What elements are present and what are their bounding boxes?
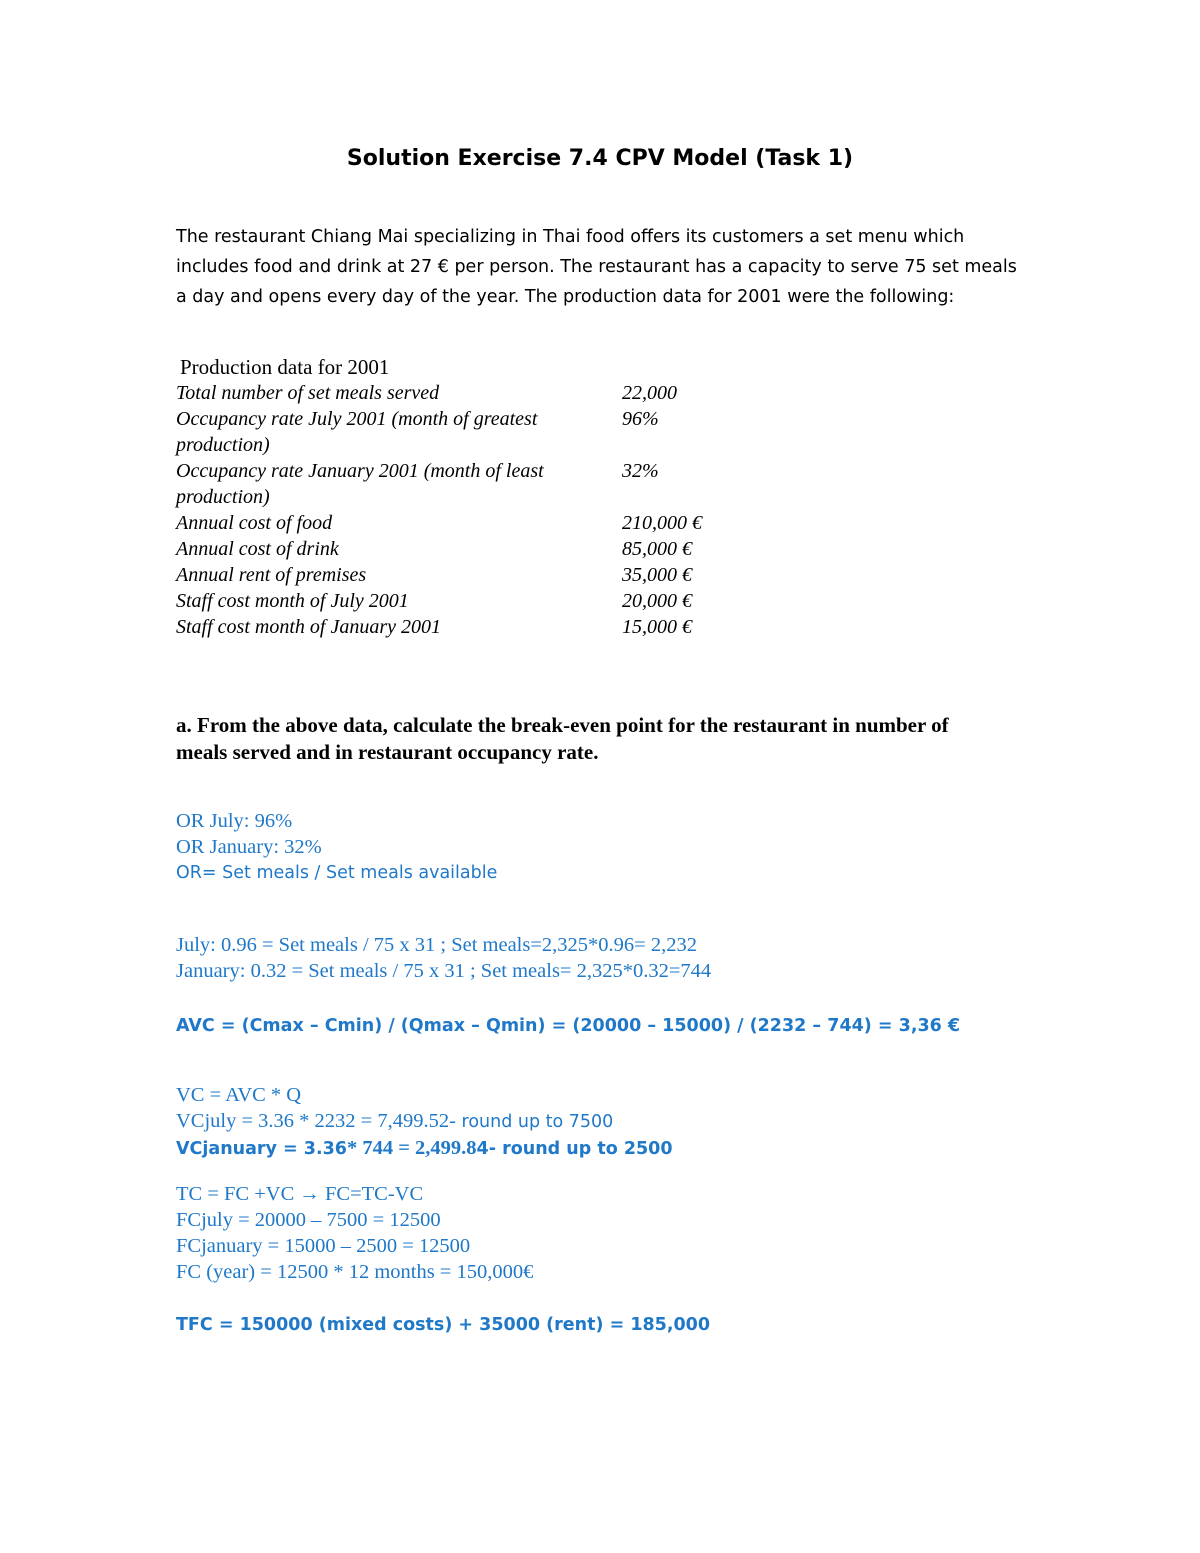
- row-value: 15,000 €: [622, 616, 692, 638]
- row-label-line: Occupancy rate January 2001 (month of least: [176, 460, 544, 482]
- row-label: Staff cost month of July 2001: [176, 590, 409, 612]
- row-label: Annual cost of drink: [176, 538, 339, 560]
- row-value: 96%: [622, 408, 659, 430]
- row-label: [176, 406, 622, 458]
- question-a: [176, 712, 1036, 766]
- solution-line: [176, 1135, 1076, 1162]
- solution-fc: [176, 1181, 1076, 1285]
- row-label-line: production): [176, 434, 270, 456]
- table-row: [176, 380, 776, 406]
- row-label: Annual rent of premises: [176, 564, 367, 586]
- intro-paragraph: [176, 222, 1036, 312]
- solution-line: OR January: 32%: [176, 836, 322, 858]
- row-label: Total number of set meals served: [176, 382, 440, 404]
- question-line: meals served and in restaurant occupancy rate.: [176, 740, 599, 764]
- solution-line: OR July: 96%: [176, 810, 293, 832]
- solution-fragment: 4- round up to 2500: [476, 1139, 673, 1159]
- intro-line: a day and opens every day of the year. The production data for 2001 were the following:: [176, 287, 955, 307]
- row-label: [176, 458, 622, 510]
- table-row: [176, 458, 776, 510]
- table-row: [176, 588, 776, 614]
- row-value: 35,000 €: [622, 564, 692, 586]
- table-row: [176, 406, 776, 458]
- solution-line: FCjuly = 20000 – 7500 = 12500: [176, 1209, 441, 1231]
- row-value: 22,000: [622, 382, 677, 404]
- row-label-line: production): [176, 486, 270, 508]
- solution-occupancy: [176, 808, 1076, 886]
- solution-line: July: 0.96 = Set meals / 75 x 31 ; Set meals=2,325*0.96= 2,232: [176, 934, 697, 956]
- solution-line: FC (year) = 12500 * 12 months = 150,000€: [176, 1261, 534, 1283]
- page-title: Solution Exercise 7.4 CPV Model (Task 1): [346, 146, 854, 171]
- row-label: Staff cost month of January 2001: [176, 616, 441, 638]
- solution-line: AVC = (Cmax – Cmin) / (Qmax – Qmin) = (20000 – 15000) / (2232 – 744) = 3,36 €: [176, 1016, 961, 1036]
- table-row: [176, 562, 776, 588]
- solution-line: TC = FC +VC → FC=TC-VC: [176, 1183, 424, 1205]
- intro-line: The restaurant Chiang Mai specializing in Thai food offers its customers a set menu which: [176, 227, 965, 247]
- solution-line: OR= Set meals / Set meals available: [176, 863, 498, 883]
- solution-line: VC = AVC * Q: [176, 1084, 302, 1106]
- row-value: 32%: [622, 460, 659, 482]
- solution-line: FCjanuary = 15000 – 2500 = 12500: [176, 1235, 471, 1257]
- solution-avc: [176, 1013, 1076, 1039]
- row-value: 20,000 €: [622, 590, 692, 612]
- row-value: 85,000 €: [622, 538, 692, 560]
- row-label-line: Occupancy rate July 2001 (month of greatest: [176, 408, 538, 430]
- table-row: [176, 614, 776, 640]
- solution-line: TFC = 150000 (mixed costs) + 35000 (rent) = 185,000: [176, 1315, 711, 1335]
- row-value: 210,000 €: [622, 512, 702, 534]
- solution-fragment: VCjanuary = 3.36: [176, 1139, 347, 1159]
- row-label: Annual cost of food: [176, 512, 333, 534]
- solution-fragment: round up to 7500: [455, 1112, 614, 1132]
- solution-set-meals: [176, 932, 1076, 984]
- table-header: Production data for 2001: [180, 355, 390, 379]
- solution-line: January: 0.32 = Set meals / 75 x 31 ; Set meals= 2,325*0.32=744: [176, 960, 712, 982]
- question-line: a. From the above data, calculate the break-even point for the restaurant in number of: [176, 713, 949, 737]
- production-data-table: [176, 354, 776, 640]
- solution-line: [176, 1108, 1076, 1135]
- solution-tfc: [176, 1312, 1076, 1338]
- intro-line: includes food and drink at 27 € per person. The restaurant has a capacity to serve 75 set meals: [176, 257, 1017, 277]
- solution-fragment: VCjuly = 3.36 * 2232 = 7,499.52-: [176, 1110, 456, 1132]
- solution-vc: [176, 1082, 1076, 1162]
- table-row: [176, 510, 776, 536]
- table-row: [176, 536, 776, 562]
- solution-fragment: * 744 = 2,499.8: [346, 1137, 477, 1159]
